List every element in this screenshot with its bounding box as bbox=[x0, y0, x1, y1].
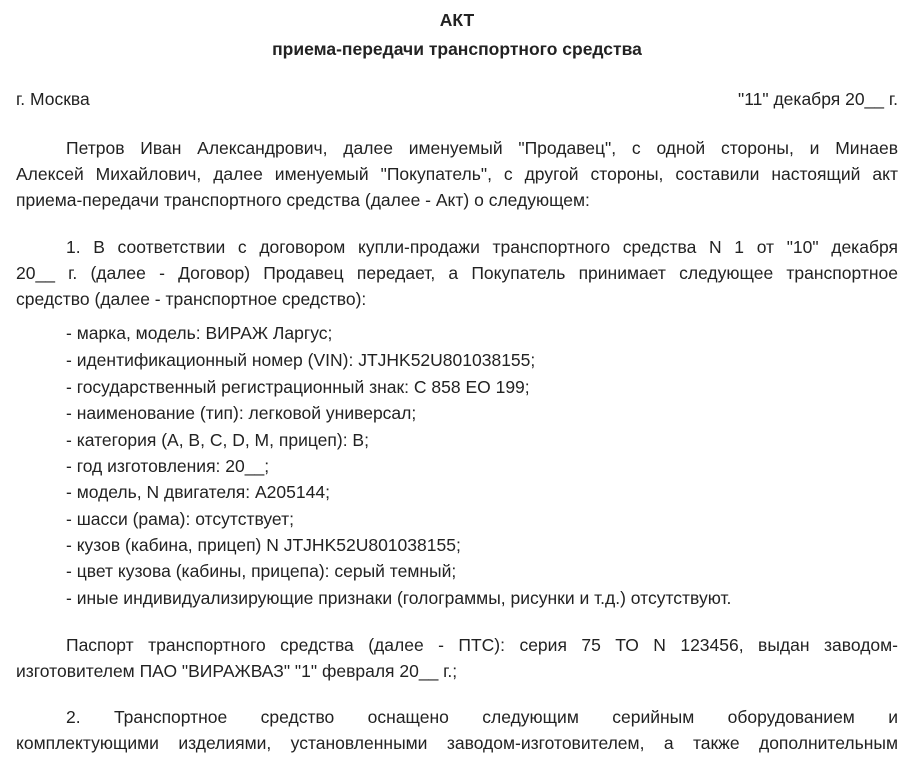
vehicle-item: - марка, модель: ВИРАЖ Ларгус; bbox=[66, 323, 333, 343]
vehicle-item: - наименование (тип): легковой универсал; bbox=[66, 403, 417, 423]
date: "11" декабря 20__ г. bbox=[738, 89, 898, 109]
vehicle-item: - цвет кузова (кабины, прицепа): серый темный; bbox=[66, 561, 457, 581]
vehicle-item: - год изготовления: 20__; bbox=[66, 456, 270, 476]
passport-line: Паспорт транспортного средства (далее - ПТС): серия 75 ТО N 123456, выдан заводом- bbox=[66, 635, 898, 655]
section2-line: комплектующими изделиями, установленными заводом-изготовителем, а также дополнительным bbox=[16, 733, 898, 753]
place: г. Москва bbox=[16, 89, 90, 109]
section1-line: 1. В соответствии с договором купли-продажи транспортного средства N 1 от "10" декабря bbox=[66, 237, 898, 257]
section1-line: 20__ г. (далее - Договор) Продавец передает, а Покупатель принимает следующее транспортное bbox=[16, 263, 898, 283]
vehicle-item: - модель, N двигателя: A205144; bbox=[66, 482, 330, 502]
vehicle-item: - государственный регистрационный знак: С 858 ЕО 199; bbox=[66, 377, 530, 397]
intro-line: Алексей Михайлович, далее именуемый "Покупатель", с другой стороны, составили настоящий акт bbox=[16, 164, 898, 184]
vehicle-item: - шасси (рама): отсутствует; bbox=[66, 509, 294, 529]
document-subtitle: приема-передачи транспортного средства bbox=[272, 39, 642, 59]
vehicle-item: - иные индивидуализирующие признаки (голограммы, рисунки и т.д.) отсутствуют. bbox=[66, 588, 732, 608]
section1-line: средство (далее - транспортное средство): bbox=[16, 289, 367, 309]
vehicle-item: - категория (A, B, C, D, M, прицеп): B; bbox=[66, 430, 369, 450]
intro-line: Петров Иван Александрович, далее именуемый "Продавец", с одной стороны, и Минаев bbox=[66, 138, 898, 158]
passport-line: изготовителем ПАО "ВИРАЖВАЗ" "1" февраля 20__ г.; bbox=[16, 661, 458, 681]
section2-line: 2. Транспортное средство оснащено следующим серийным оборудованием и bbox=[66, 707, 898, 727]
vehicle-item: - идентификационный номер (VIN): JTJHK52U801038155; bbox=[66, 350, 536, 370]
intro-line: приема-передачи транспортного средства (далее - Акт) о следующем: bbox=[16, 190, 590, 210]
document-title: АКТ bbox=[439, 10, 475, 30]
vehicle-item: - кузов (кабина, прицеп) N JTJHK52U801038155; bbox=[66, 535, 461, 555]
